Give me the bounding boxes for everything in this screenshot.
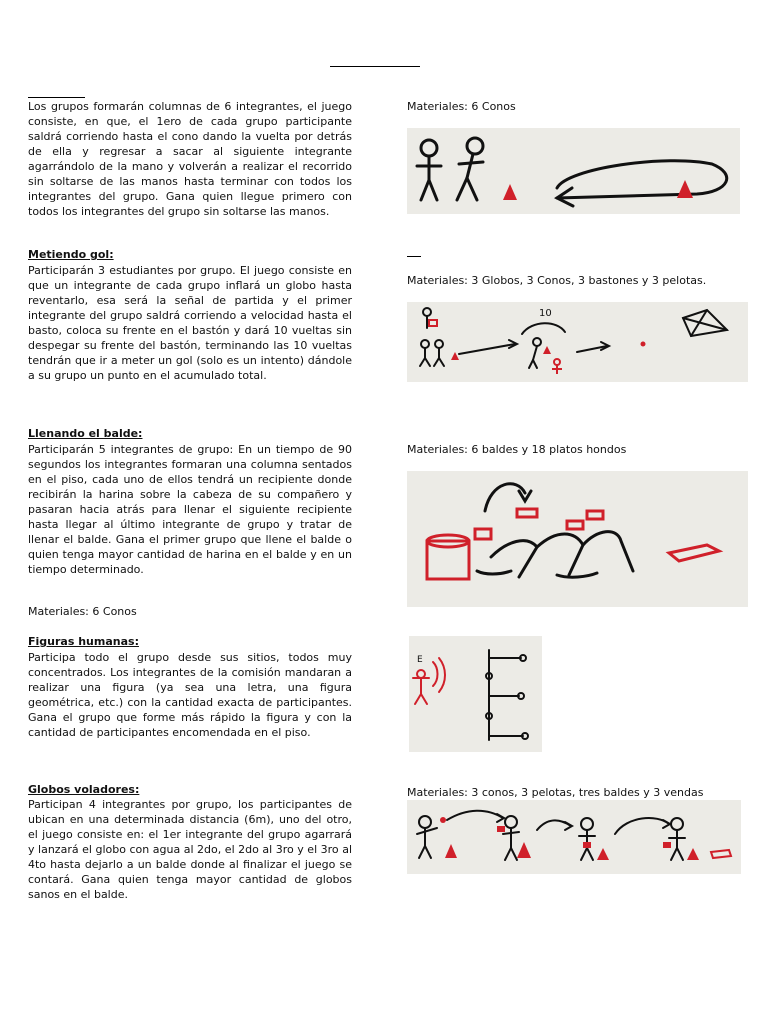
section-4-materials: Materiales: 6 Conos — [28, 605, 137, 618]
section-2-materials: Materiales: 3 Globos, 3 Conos, 3 bastones y 3 pelotas. — [407, 274, 707, 287]
section-2-sketch — [407, 302, 748, 382]
section-5-materials: Materiales: 3 conos, 3 pelotas, tres baldes y 3 vendas — [407, 786, 704, 799]
section-5-sketch — [407, 800, 741, 874]
section-3-body: Participarán 5 integrantes de grupo: En un tiempo de 90 segundos los integrantes formaran una columna sentados en el piso, cada uno de ellos tendrá un recipiente donde recibirán la harina sobre la cabeza de su compañero y pasaran hacia atrás para llenar el siguiente recipiente hasta llegar al último integrante de grupo y tratar de llenar el balde. Gana el primer grupo que llene el balde o quien tenga mayor cantidad de harina en el balde y en un tiempo determinado. — [28, 443, 352, 576]
section-5-body: Participan 4 integrantes por grupo, los participantes de ubican en una determinada distancia (6m), uno del otro, el juego consiste en: el 1er integrante del grupo agarrará y lanzará el globo con agua al 2do, el 2do al 3ro y el 3ro al 4to hasta dejarlo a un balde donde al finalizar el juego se contará. Gana quien tenga mayor cantidad de globos sanos en el balde. — [28, 798, 352, 901]
section-1-body: Los grupos formarán columnas de 6 integrantes, el juego consiste, en que, el 1ero de cada grupo participante saldrá corriendo hasta el cono dando la vuelta por detrás de ella y regresar a sacar al siguiente integrante agarrándolo de la mano y volverán a realizar el recorrido sin soltarse de las manos hasta terminar con todos los integrantes del grupo. Gana quien llegue primero con todos los integrantes del grupo sin soltarse las manos. — [28, 100, 352, 218]
section-2-title: Metiendo gol: — [28, 248, 114, 261]
section-3-sketch — [407, 471, 748, 607]
section-4-body: Participa todo el grupo desde sus sitios, todos muy concentrados. Los integrantes de la comisión mandaran a realizar una figura (ya sea una letra, una figura geométrica, etc.) con la cantidad exacta de participantes. Gana el grupo que forme más rápido la figura y con la cantidad de participantes encomendada en el piso. — [28, 651, 352, 739]
header-rule — [330, 66, 420, 67]
section-2-sketch-number: 10 — [539, 308, 552, 319]
section-4-title: Figuras humanas: — [28, 635, 139, 648]
section-4-sketch-letter: E — [417, 655, 423, 665]
section-3-title: Llenando el balde: — [28, 427, 143, 440]
section-2-body: Participarán 3 estudiantes por grupo. El juego consiste en que un integrante de cada grupo inflará un globo hasta reventarlo, esa será la señal de partida y el primer integrante del grupo saldrá corriendo a velocidad hasta el basto, coloca su frente en el bastón y dará 10 vueltas sin despegar su frente del bastón, terminando las 10 vueltas tendrán que ir a meter un gol (solo es un intento) dándole a su grupo un punto en el acumulado total. — [28, 264, 352, 382]
section-5-title: Globos voladores: — [28, 783, 140, 796]
section-2-materials-rule — [407, 256, 421, 257]
section-4-sketch — [409, 636, 542, 752]
section-1-title-rule — [28, 97, 85, 98]
section-1-materials: Materiales: 6 Conos — [407, 100, 516, 113]
section-1-sketch — [407, 128, 740, 214]
section-3-materials: Materiales: 6 baldes y 18 platos hondos — [407, 443, 627, 456]
